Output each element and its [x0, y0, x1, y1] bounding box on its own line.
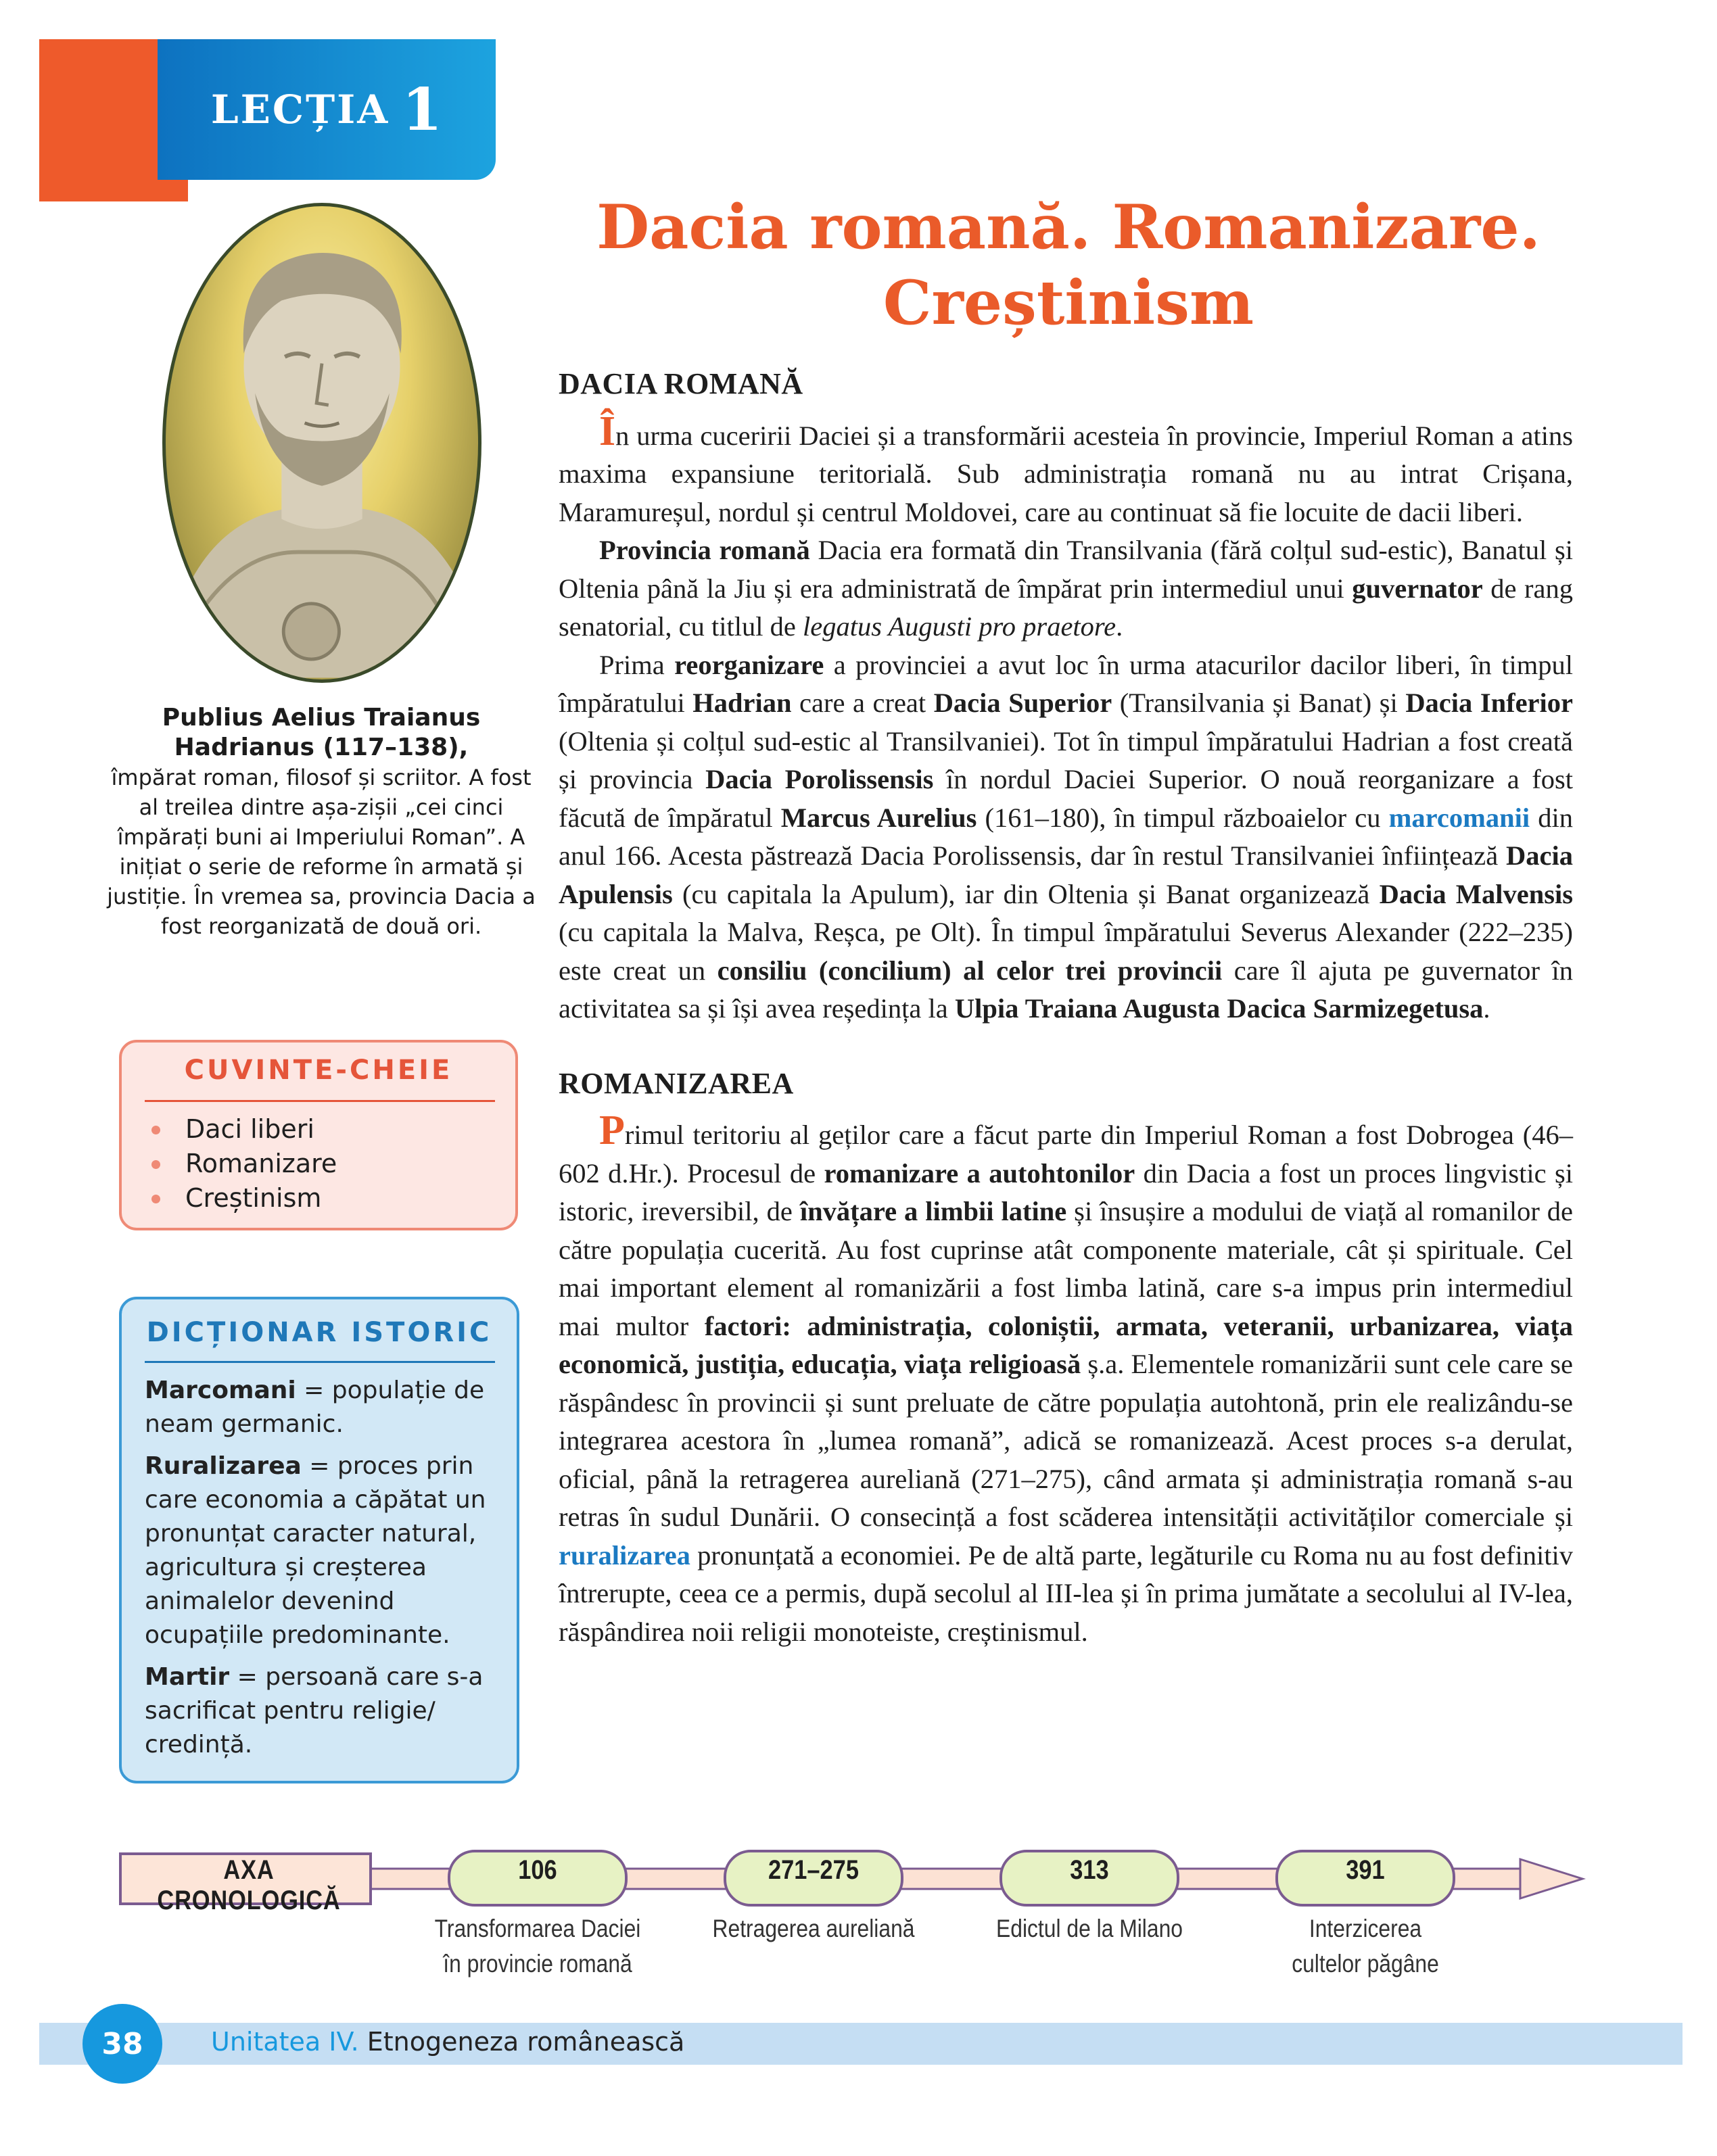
- page-number: 38: [83, 2004, 162, 2084]
- keywords-divider: [145, 1100, 495, 1102]
- timeline-event: Interzicerea cultelor păgâne: [1292, 1915, 1439, 1978]
- dictionary-entry: [145, 1450, 496, 1652]
- dictionary-entry: [145, 1374, 496, 1441]
- paragraph: Provincia romană Dacia era formată din Transilvania (fără colțul sud-estic), Banatul și Oltenia până la Jiu și era administrată de împărat prin intermediul unui guvernator de rang senatorial, cu titlul de legatus Augusti pro praetore.: [559, 535, 1573, 642]
- dictionary-term: Ruralizarea: [145, 1452, 302, 1480]
- drop-cap: P: [599, 1107, 625, 1153]
- paragraph: Primul teritoriu al geților care a făcut parte din Imperiul Roman a fost Dobrogea (46–602 d.Hr.). Procesul de romanizare a autohtonilor din Dacia a fost un proces lingvistic și istoric, ireversibil, de învățare a limbii latine și însușire a modului de viață al romanilor de către populația cucerită. Au fost cuprinse atât componente materiale, cât și spirituale. Cel mai important element al romanizării a fost limba latină, care s-a impus prin intermediul mai multor factori: administrația, coloniștii, armata, veteranii, urbanizarea, viața economică, justiția, educația, viața religioasă ș.a. Elementele romanizării sunt cele care se răspândesc în provincii și sunt preluate de către populația autohtonă, prin ele realizându-se integrarea acestora în „lumea romană”, adică se romanizează. Acest proces s-a derulat, oficial, până la retragerea aureliană (271–275), când armata și administrația romană s-au retras în sudul Dunării. O consecință a fost scăderea intensității activităților comerciale și ruralizarea pronunțată a economiei. Pe de altă parte, legăturile cu Roma nu au fost definitiv întrerupte, ceea ce a permis, după secolul al III-lea și în prima jumătate a secolului al IV-lea, răspândirea noii religii monoteiste, creștinismul.: [559, 1107, 1574, 1647]
- lesson-word: LECȚIA: [210, 87, 390, 133]
- title-line-2: Creștinism: [883, 267, 1254, 339]
- glossary-link-marcomani: marcomanii: [1388, 802, 1530, 833]
- timeline-year: 313: [1070, 1855, 1109, 1885]
- dictionary-term: Marcomani: [145, 1376, 296, 1404]
- keyword-item: Romanizare: [145, 1147, 496, 1181]
- footer-unit: [211, 2027, 684, 2057]
- glossary-link-ruralizarea: ruralizarea: [559, 1539, 690, 1571]
- keywords-title: CUVINTE-CHEIE: [184, 1055, 453, 1086]
- portrait-caption: [101, 703, 541, 941]
- dictionary-definition: = proces prin care economia a căpătat un pronunțat caracter natural, agricultura și creșterea animalelor devenind ocupațiile predominante.: [145, 1452, 486, 1649]
- paragraph: Prima reorganizare a provinciei a avut loc în urma atacurilor dacilor liberi, în timpul împăratului Hadrian care a creat Dacia Superior (Transilvania și Banat) și Dacia Inferior (Oltenia și colțul sud-estic al Transilvaniei). Tot în timpul împăratului Hadrian a fost creată și provincia Dacia Porolissensis în nordul Daciei Superior. O nouă reorganizare a fost făcută de împăratul Marcus Aurelius (161–180), în timpul războaielor cu marcomanii din anul 166. Acesta păstrează Dacia Porolissensis, dar în restul Transilvaniei înființează Dacia Apulensis (cu capitala la Apulum), iar din Oltenia și Banat organizează Dacia Malvensis (cu capitala la Malva, Reșca, pe Olt). În timpul împăratului Severus Alexander (222–235) este creat un consiliu (concilium) al celor trei provincii care îl ajuta pe guvernator în activitatea sa și își avea reședința la Ulpia Traiana Augusta Dacica Sarmizegetusa.: [559, 649, 1574, 1024]
- timeline-event: Transformarea Daciei în provincie romană: [434, 1915, 641, 1978]
- paragraph: În urma cuceririi Daciei și a transformării acesteia în provincie, Imperiul Roman a atins maxima expansiune teritorială. Sub administrația romană nu au intrat Crișana, Maramureșul, nordul și centrul Moldovei, care au continuat să fie locuite de dacii liberi.: [559, 408, 1573, 527]
- dictionary-divider: [145, 1361, 495, 1363]
- title-line-1: Dacia romană. Romanizare.: [596, 191, 1540, 263]
- timeline-label: AXA CRONOLOGICĂ: [157, 1855, 341, 1915]
- dictionary-entries: [145, 1374, 496, 1770]
- caption-text: împărat roman, filosof și scriitor. A fost al treilea dintre așa-zișii „cei cinci împărați buni ai Imperiului Roman”. A inițiat o serie de reforme în armată și justiție. În vremea sa, provincia Dacia a fost reorganizată de două ori.: [107, 765, 536, 939]
- drop-cap: Î: [599, 408, 616, 454]
- timeline-year: 106: [518, 1855, 557, 1885]
- hadrian-portrait: [162, 203, 481, 683]
- section-heading-romanizarea: ROMANIZAREA: [559, 1066, 794, 1100]
- dictionary-definition: = persoană care s-a sacrificat pentru religie/ credință.: [145, 1663, 484, 1758]
- dictionary-term: Martir: [145, 1663, 230, 1691]
- lesson-label: [158, 39, 496, 180]
- keyword-item: Daci liberi: [145, 1112, 496, 1147]
- dictionary-entry: [145, 1660, 496, 1762]
- dictionary-definition: = populație de neam germanic.: [145, 1376, 485, 1438]
- page-title: [514, 189, 1623, 341]
- timeline-year: 391: [1346, 1855, 1385, 1885]
- timeline-year: 271–275: [768, 1855, 859, 1885]
- timeline-event: Edictul de la Milano: [996, 1915, 1183, 1942]
- keywords-list: [145, 1112, 496, 1216]
- lesson-number: 1: [402, 75, 443, 144]
- caption-name: Publius Aelius Traianus Hadrianus (117–138),: [162, 704, 481, 761]
- keyword-item: Creștinism: [145, 1181, 496, 1216]
- section-heading-dacia-romana: DACIA ROMANĂ: [559, 367, 803, 400]
- unit-number: Unitatea IV.: [211, 2027, 359, 2057]
- timeline-event: Retragerea aureliană: [712, 1915, 915, 1942]
- dictionary-title: DICȚIONAR ISTORIC: [146, 1317, 492, 1348]
- main-text: [559, 365, 1573, 1651]
- bust-illustration: [166, 206, 478, 679]
- unit-title: Etnogeneza românească: [367, 2027, 685, 2057]
